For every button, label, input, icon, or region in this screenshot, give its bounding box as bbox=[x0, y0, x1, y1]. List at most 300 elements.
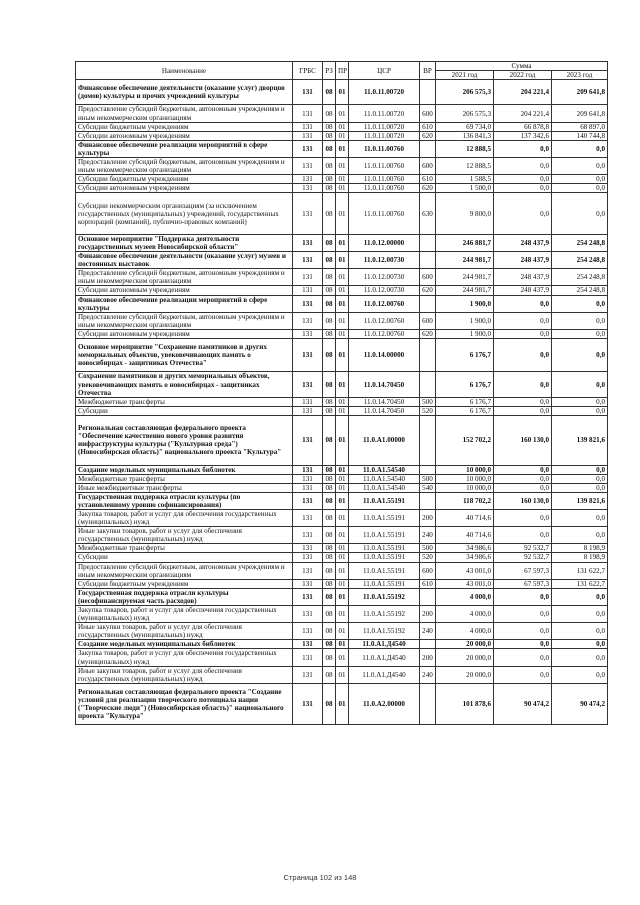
row-pr: 01 bbox=[336, 588, 349, 605]
row-sum-2021: 40 714,6 bbox=[436, 527, 494, 544]
row-name: Основное мероприятие "Сохранение памятников и других мемориальных объектов, увековечивающих память о новосибирцах - защитниках Отечества" bbox=[76, 339, 293, 372]
row-grbs: 131 bbox=[293, 579, 323, 588]
row-sum-2021: 43 001,0 bbox=[436, 562, 494, 579]
row-sum-2022: 0,0 bbox=[494, 339, 552, 372]
row-sum-2022: 204 221,4 bbox=[494, 105, 552, 122]
row-pr: 01 bbox=[336, 286, 349, 295]
row-sum-2023: 0,0 bbox=[552, 483, 608, 492]
row-grbs: 131 bbox=[293, 415, 323, 465]
row-name: Иные межбюджетные трансферты bbox=[76, 483, 293, 492]
header-row-top bbox=[76, 62, 608, 71]
row-sum-2022: 0,0 bbox=[494, 640, 552, 649]
row-grbs: 131 bbox=[293, 562, 323, 579]
row-rz: 08 bbox=[323, 406, 336, 415]
row-sum-2021: 12 888,5 bbox=[436, 158, 494, 175]
row-sum-2023: 0,0 bbox=[552, 295, 608, 312]
row-name: Иные закупки товаров, работ и услуг для обеспечения государственных (муниципальных) нужд bbox=[76, 527, 293, 544]
row-grbs: 131 bbox=[293, 252, 323, 269]
row-name: Региональная составляющая федерального проекта "Создание условий для реализации творческого потенциала нации ("Творческие люди") (Новосибирская область)" национального проекта "Культура" bbox=[76, 683, 293, 725]
row-grbs: 131 bbox=[293, 623, 323, 640]
row-sum-2021: 34 986,6 bbox=[436, 544, 494, 553]
row-name: Межбюджетные трансферты bbox=[76, 474, 293, 483]
row-sum-2021: 20 000,0 bbox=[436, 666, 494, 683]
row-pr: 01 bbox=[336, 640, 349, 649]
row-vr bbox=[420, 372, 436, 397]
row-sum-2022: 248 437,9 bbox=[494, 252, 552, 269]
row-rz: 08 bbox=[323, 140, 336, 157]
row-rz: 08 bbox=[323, 286, 336, 295]
row-sum-2021: 69 734,0 bbox=[436, 122, 494, 131]
table-row bbox=[76, 295, 608, 312]
row-rz: 08 bbox=[323, 483, 336, 492]
col-header-pr: ПР bbox=[336, 62, 349, 80]
row-pr: 01 bbox=[336, 474, 349, 483]
table-row bbox=[76, 184, 608, 193]
row-name: Финансовое обеспечение реализации мероприятий в сфере культуры bbox=[76, 140, 293, 157]
row-grbs: 131 bbox=[293, 588, 323, 605]
row-csr: 11.0.12.00730 bbox=[349, 286, 420, 295]
row-sum-2021: 152 702,2 bbox=[436, 415, 494, 465]
row-sum-2021: 1 588,5 bbox=[436, 175, 494, 184]
row-pr: 01 bbox=[336, 649, 349, 666]
table-row bbox=[76, 623, 608, 640]
table-row bbox=[76, 553, 608, 562]
row-csr: 11.0.A1.55191 bbox=[349, 562, 420, 579]
row-pr: 01 bbox=[336, 465, 349, 474]
row-rz: 08 bbox=[323, 415, 336, 465]
row-rz: 08 bbox=[323, 184, 336, 193]
row-pr: 01 bbox=[336, 184, 349, 193]
row-csr: 11.0.14.70450 bbox=[349, 372, 420, 397]
row-sum-2023: 0,0 bbox=[552, 312, 608, 329]
row-name: Субсидии бюджетным учреждениям bbox=[76, 579, 293, 588]
row-csr: 11.0.A1.00000 bbox=[349, 415, 420, 465]
table-row bbox=[76, 606, 608, 623]
budget-table-sheet bbox=[75, 61, 607, 725]
col-header-csr: ЦСР bbox=[349, 62, 420, 80]
row-csr: 11.0.A1.55191 bbox=[349, 553, 420, 562]
row-rz: 08 bbox=[323, 397, 336, 406]
row-grbs: 131 bbox=[293, 131, 323, 140]
row-sum-2022: 160 130,0 bbox=[494, 492, 552, 509]
row-grbs: 131 bbox=[293, 397, 323, 406]
row-sum-2021: 12 888,5 bbox=[436, 140, 494, 157]
row-pr: 01 bbox=[336, 193, 349, 235]
row-grbs: 131 bbox=[293, 509, 323, 526]
row-sum-2023: 0,0 bbox=[552, 406, 608, 415]
row-sum-2021: 9 800,0 bbox=[436, 193, 494, 235]
row-sum-2023: 139 821,6 bbox=[552, 415, 608, 465]
row-sum-2022: 0,0 bbox=[494, 140, 552, 157]
row-pr: 01 bbox=[336, 158, 349, 175]
row-sum-2022: 0,0 bbox=[494, 606, 552, 623]
row-pr: 01 bbox=[336, 339, 349, 372]
budget-table bbox=[75, 61, 608, 725]
row-sum-2021: 4 000,0 bbox=[436, 588, 494, 605]
row-name: Субсидии автономным учреждениям bbox=[76, 184, 293, 193]
row-name: Основное мероприятие "Поддержка деятельности государственных музеев Новосибирской области" bbox=[76, 234, 293, 251]
row-rz: 08 bbox=[323, 158, 336, 175]
row-sum-2023: 90 474,2 bbox=[552, 683, 608, 725]
row-pr: 01 bbox=[336, 606, 349, 623]
table-row bbox=[76, 474, 608, 483]
row-csr: 11.0.12.00760 bbox=[349, 329, 420, 338]
row-sum-2021: 10 000,0 bbox=[436, 483, 494, 492]
row-sum-2022: 0,0 bbox=[494, 312, 552, 329]
row-csr: 11.0.14.00000 bbox=[349, 339, 420, 372]
table-row bbox=[76, 312, 608, 329]
row-csr: 11.0.11.00720 bbox=[349, 105, 420, 122]
row-grbs: 131 bbox=[293, 184, 323, 193]
row-pr: 01 bbox=[336, 140, 349, 157]
row-grbs: 131 bbox=[293, 339, 323, 372]
row-rz: 08 bbox=[323, 606, 336, 623]
table-row bbox=[76, 465, 608, 474]
row-sum-2022: 0,0 bbox=[494, 329, 552, 338]
row-sum-2021: 136 841,3 bbox=[436, 131, 494, 140]
table-row bbox=[76, 579, 608, 588]
row-pr: 01 bbox=[336, 666, 349, 683]
row-sum-2021: 244 981,7 bbox=[436, 252, 494, 269]
row-sum-2023: 0,0 bbox=[552, 527, 608, 544]
row-rz: 08 bbox=[323, 193, 336, 235]
row-sum-2021: 10 000,0 bbox=[436, 474, 494, 483]
row-vr: 200 bbox=[420, 509, 436, 526]
row-pr: 01 bbox=[336, 544, 349, 553]
row-sum-2022: 67 597,3 bbox=[494, 579, 552, 588]
row-name: Предоставление субсидий бюджетным, автономным учреждениям и иным некоммерческим организациям bbox=[76, 158, 293, 175]
row-vr: 610 bbox=[420, 579, 436, 588]
row-sum-2022: 248 437,9 bbox=[494, 269, 552, 286]
row-rz: 08 bbox=[323, 683, 336, 725]
row-sum-2021: 6 176,7 bbox=[436, 372, 494, 397]
row-vr: 620 bbox=[420, 131, 436, 140]
row-name: Субсидии бюджетным учреждениям bbox=[76, 175, 293, 184]
row-pr: 01 bbox=[336, 122, 349, 131]
row-sum-2023: 131 622,7 bbox=[552, 579, 608, 588]
row-vr: 520 bbox=[420, 406, 436, 415]
row-rz: 08 bbox=[323, 175, 336, 184]
row-csr: 11.0.11.00760 bbox=[349, 158, 420, 175]
row-sum-2022: 0,0 bbox=[494, 406, 552, 415]
row-grbs: 131 bbox=[293, 640, 323, 649]
row-vr bbox=[420, 465, 436, 474]
row-sum-2021: 118 702,2 bbox=[436, 492, 494, 509]
table-row bbox=[76, 588, 608, 605]
row-vr: 500 bbox=[420, 397, 436, 406]
row-sum-2021: 6 176,7 bbox=[436, 339, 494, 372]
row-sum-2023: 209 641,8 bbox=[552, 80, 608, 105]
row-pr: 01 bbox=[336, 131, 349, 140]
row-name: Субсидии bbox=[76, 553, 293, 562]
row-sum-2022: 0,0 bbox=[494, 465, 552, 474]
row-csr: 11.0.A1.54540 bbox=[349, 465, 420, 474]
row-csr: 11.0.A1.55191 bbox=[349, 579, 420, 588]
row-rz: 08 bbox=[323, 544, 336, 553]
row-pr: 01 bbox=[336, 234, 349, 251]
row-grbs: 131 bbox=[293, 80, 323, 105]
row-sum-2023: 0,0 bbox=[552, 339, 608, 372]
row-grbs: 131 bbox=[293, 122, 323, 131]
row-sum-2023: 209 641,8 bbox=[552, 105, 608, 122]
row-name: Межбюджетные трансферты bbox=[76, 397, 293, 406]
table-row bbox=[76, 234, 608, 251]
col-header-2021: 2021 год bbox=[436, 71, 494, 80]
row-sum-2022: 0,0 bbox=[494, 372, 552, 397]
row-sum-2023: 0,0 bbox=[552, 184, 608, 193]
row-rz: 08 bbox=[323, 269, 336, 286]
row-pr: 01 bbox=[336, 329, 349, 338]
row-grbs: 131 bbox=[293, 492, 323, 509]
table-row bbox=[76, 683, 608, 725]
row-name: Субсидии bbox=[76, 406, 293, 415]
row-pr: 01 bbox=[336, 295, 349, 312]
row-grbs: 131 bbox=[293, 193, 323, 235]
table-row bbox=[76, 286, 608, 295]
row-rz: 08 bbox=[323, 329, 336, 338]
row-sum-2021: 206 575,3 bbox=[436, 105, 494, 122]
row-vr: 540 bbox=[420, 483, 436, 492]
row-grbs: 131 bbox=[293, 465, 323, 474]
row-csr: 11.0.A1.Д4540 bbox=[349, 649, 420, 666]
row-sum-2022: 0,0 bbox=[494, 649, 552, 666]
row-sum-2021: 244 981,7 bbox=[436, 286, 494, 295]
table-row bbox=[76, 397, 608, 406]
row-sum-2023: 0,0 bbox=[552, 623, 608, 640]
row-grbs: 131 bbox=[293, 329, 323, 338]
row-csr: 11.0.14.70450 bbox=[349, 406, 420, 415]
row-vr: 600 bbox=[420, 158, 436, 175]
row-vr bbox=[420, 252, 436, 269]
row-grbs: 131 bbox=[293, 269, 323, 286]
row-name: Закупка товаров, работ и услуг для обеспечения государственных (муниципальных) нужд bbox=[76, 509, 293, 526]
col-header-2022: 2022 год bbox=[494, 71, 552, 80]
table-row bbox=[76, 562, 608, 579]
row-csr: 11.0.A1.55192 bbox=[349, 588, 420, 605]
table-row bbox=[76, 483, 608, 492]
row-grbs: 131 bbox=[293, 175, 323, 184]
table-row bbox=[76, 80, 608, 105]
row-csr: 11.0.11.00760 bbox=[349, 193, 420, 235]
row-rz: 08 bbox=[323, 234, 336, 251]
row-csr: 11.0.A1.55192 bbox=[349, 623, 420, 640]
row-vr bbox=[420, 140, 436, 157]
table-row bbox=[76, 175, 608, 184]
row-pr: 01 bbox=[336, 553, 349, 562]
row-name: Предоставление субсидий бюджетным, автономным учреждениям и иным некоммерческим организациям bbox=[76, 105, 293, 122]
row-name: Закупка товаров, работ и услуг для обеспечения государственных (муниципальных) нужд bbox=[76, 649, 293, 666]
row-pr: 01 bbox=[336, 406, 349, 415]
row-name: Субсидии автономным учреждениям bbox=[76, 329, 293, 338]
row-rz: 08 bbox=[323, 588, 336, 605]
row-rz: 08 bbox=[323, 527, 336, 544]
row-csr: 11.0.12.00760 bbox=[349, 295, 420, 312]
row-rz: 08 bbox=[323, 295, 336, 312]
row-pr: 01 bbox=[336, 175, 349, 184]
row-csr: 11.0.A1.54540 bbox=[349, 483, 420, 492]
row-csr: 11.0.A1.Д4540 bbox=[349, 666, 420, 683]
row-name: Финансовое обеспечение деятельности (оказание услуг) дворцов (домов) культуры и прочих учреждений культуры bbox=[76, 80, 293, 105]
row-name: Иные закупки товаров, работ и услуг для обеспечения государственных (муниципальных) нужд bbox=[76, 666, 293, 683]
row-sum-2022: 248 437,9 bbox=[494, 286, 552, 295]
row-csr: 11.0.11.00760 bbox=[349, 184, 420, 193]
row-rz: 08 bbox=[323, 105, 336, 122]
row-grbs: 131 bbox=[293, 474, 323, 483]
row-rz: 08 bbox=[323, 553, 336, 562]
table-row bbox=[76, 269, 608, 286]
row-sum-2023: 0,0 bbox=[552, 649, 608, 666]
table-row bbox=[76, 339, 608, 372]
row-sum-2021: 244 981,7 bbox=[436, 269, 494, 286]
row-sum-2023: 68 897,0 bbox=[552, 122, 608, 131]
row-sum-2021: 20 000,0 bbox=[436, 649, 494, 666]
row-sum-2022: 248 437,9 bbox=[494, 234, 552, 251]
row-csr: 11.0.A1.55191 bbox=[349, 527, 420, 544]
row-vr: 240 bbox=[420, 527, 436, 544]
row-sum-2023: 131 622,7 bbox=[552, 562, 608, 579]
row-sum-2023: 0,0 bbox=[552, 158, 608, 175]
row-grbs: 131 bbox=[293, 544, 323, 553]
row-sum-2023: 254 248,8 bbox=[552, 234, 608, 251]
row-rz: 08 bbox=[323, 312, 336, 329]
row-pr: 01 bbox=[336, 683, 349, 725]
table-row bbox=[76, 105, 608, 122]
row-sum-2021: 1 500,0 bbox=[436, 184, 494, 193]
row-grbs: 131 bbox=[293, 105, 323, 122]
table-row bbox=[76, 122, 608, 131]
row-pr: 01 bbox=[336, 509, 349, 526]
row-vr bbox=[420, 683, 436, 725]
row-name: Финансовое обеспечение деятельности (оказание услуг) музеев и постоянных выставок bbox=[76, 252, 293, 269]
row-vr bbox=[420, 234, 436, 251]
row-sum-2023: 8 198,9 bbox=[552, 553, 608, 562]
row-vr bbox=[420, 588, 436, 605]
row-sum-2021: 206 575,3 bbox=[436, 80, 494, 105]
row-grbs: 131 bbox=[293, 553, 323, 562]
row-rz: 08 bbox=[323, 623, 336, 640]
row-rz: 08 bbox=[323, 339, 336, 372]
row-rz: 08 bbox=[323, 80, 336, 105]
row-sum-2022: 137 342,6 bbox=[494, 131, 552, 140]
row-pr: 01 bbox=[336, 483, 349, 492]
row-grbs: 131 bbox=[293, 372, 323, 397]
row-pr: 01 bbox=[336, 562, 349, 579]
table-row bbox=[76, 406, 608, 415]
row-sum-2021: 40 714,6 bbox=[436, 509, 494, 526]
row-grbs: 131 bbox=[293, 286, 323, 295]
row-sum-2022: 0,0 bbox=[494, 509, 552, 526]
row-sum-2023: 0,0 bbox=[552, 465, 608, 474]
row-vr: 500 bbox=[420, 474, 436, 483]
row-pr: 01 bbox=[336, 623, 349, 640]
row-vr: 630 bbox=[420, 193, 436, 235]
table-body bbox=[76, 80, 608, 725]
row-sum-2022: 90 474,2 bbox=[494, 683, 552, 725]
row-name: Региональная составляющая федерального проекта "Обеспечение качественно нового уровня развития инфраструктуры культуры ("Культурная среда") (Новосибирская область)" национального проекта "Культура" bbox=[76, 415, 293, 465]
row-sum-2023: 0,0 bbox=[552, 588, 608, 605]
row-vr bbox=[420, 80, 436, 105]
row-sum-2022: 160 130,0 bbox=[494, 415, 552, 465]
row-pr: 01 bbox=[336, 312, 349, 329]
row-csr: 11.0.11.00720 bbox=[349, 131, 420, 140]
row-sum-2022: 0,0 bbox=[494, 588, 552, 605]
row-csr: 11.0.12.00000 bbox=[349, 234, 420, 251]
row-csr: 11.0.A1.Д4540 bbox=[349, 640, 420, 649]
row-sum-2021: 1 900,0 bbox=[436, 295, 494, 312]
row-sum-2023: 140 744,8 bbox=[552, 131, 608, 140]
row-pr: 01 bbox=[336, 397, 349, 406]
row-sum-2022: 0,0 bbox=[494, 666, 552, 683]
row-sum-2023: 0,0 bbox=[552, 372, 608, 397]
row-sum-2021: 101 878,6 bbox=[436, 683, 494, 725]
row-sum-2022: 0,0 bbox=[494, 483, 552, 492]
row-sum-2022: 0,0 bbox=[494, 623, 552, 640]
row-sum-2021: 246 881,7 bbox=[436, 234, 494, 251]
row-rz: 08 bbox=[323, 122, 336, 131]
row-grbs: 131 bbox=[293, 606, 323, 623]
row-sum-2021: 6 176,7 bbox=[436, 397, 494, 406]
row-vr: 200 bbox=[420, 649, 436, 666]
row-rz: 08 bbox=[323, 579, 336, 588]
row-vr: 600 bbox=[420, 312, 436, 329]
row-csr: 11.0.A2.00000 bbox=[349, 683, 420, 725]
row-csr: 11.0.14.70450 bbox=[349, 397, 420, 406]
row-grbs: 131 bbox=[293, 483, 323, 492]
row-vr: 610 bbox=[420, 122, 436, 131]
row-name: Субсидии некоммерческим организациям (за исключением государственных (муниципальных) учреждений, государственных корпораций (компаний), публично-правовых компаний) bbox=[76, 193, 293, 235]
row-vr bbox=[420, 339, 436, 372]
row-sum-2023: 0,0 bbox=[552, 193, 608, 235]
col-header-name: Наименование bbox=[76, 62, 293, 80]
row-name: Иные закупки товаров, работ и услуг для обеспечения государственных (муниципальных) нужд bbox=[76, 623, 293, 640]
row-sum-2023: 0,0 bbox=[552, 606, 608, 623]
row-name: Межбюджетные трансферты bbox=[76, 544, 293, 553]
row-csr: 11.0.A1.55191 bbox=[349, 509, 420, 526]
row-name: Закупка товаров, работ и услуг для обеспечения государственных (муниципальных) нужд bbox=[76, 606, 293, 623]
row-vr: 500 bbox=[420, 544, 436, 553]
row-vr bbox=[420, 415, 436, 465]
row-csr: 11.0.12.00730 bbox=[349, 252, 420, 269]
row-grbs: 131 bbox=[293, 295, 323, 312]
row-sum-2022: 0,0 bbox=[494, 527, 552, 544]
row-name: Предоставление субсидий бюджетным, автономным учреждениям и иным некоммерческим организациям bbox=[76, 312, 293, 329]
row-sum-2021: 20 000,0 bbox=[436, 640, 494, 649]
row-sum-2022: 0,0 bbox=[494, 295, 552, 312]
row-vr: 600 bbox=[420, 105, 436, 122]
row-name: Субсидии бюджетным учреждениям bbox=[76, 122, 293, 131]
row-rz: 08 bbox=[323, 640, 336, 649]
table-row bbox=[76, 158, 608, 175]
row-sum-2023: 0,0 bbox=[552, 397, 608, 406]
table-row bbox=[76, 666, 608, 683]
row-csr: 11.0.A1.54540 bbox=[349, 474, 420, 483]
row-sum-2021: 1 900,0 bbox=[436, 329, 494, 338]
row-sum-2021: 1 900,0 bbox=[436, 312, 494, 329]
row-rz: 08 bbox=[323, 649, 336, 666]
row-sum-2023: 0,0 bbox=[552, 666, 608, 683]
row-sum-2022: 92 532,7 bbox=[494, 553, 552, 562]
col-header-vr: ВР bbox=[420, 62, 436, 80]
row-sum-2023: 0,0 bbox=[552, 175, 608, 184]
row-sum-2021: 6 176,7 bbox=[436, 406, 494, 415]
table-row bbox=[76, 509, 608, 526]
row-csr: 11.0.11.00760 bbox=[349, 140, 420, 157]
row-sum-2022: 0,0 bbox=[494, 158, 552, 175]
table-row bbox=[76, 649, 608, 666]
row-grbs: 131 bbox=[293, 527, 323, 544]
row-grbs: 131 bbox=[293, 158, 323, 175]
row-vr: 610 bbox=[420, 175, 436, 184]
